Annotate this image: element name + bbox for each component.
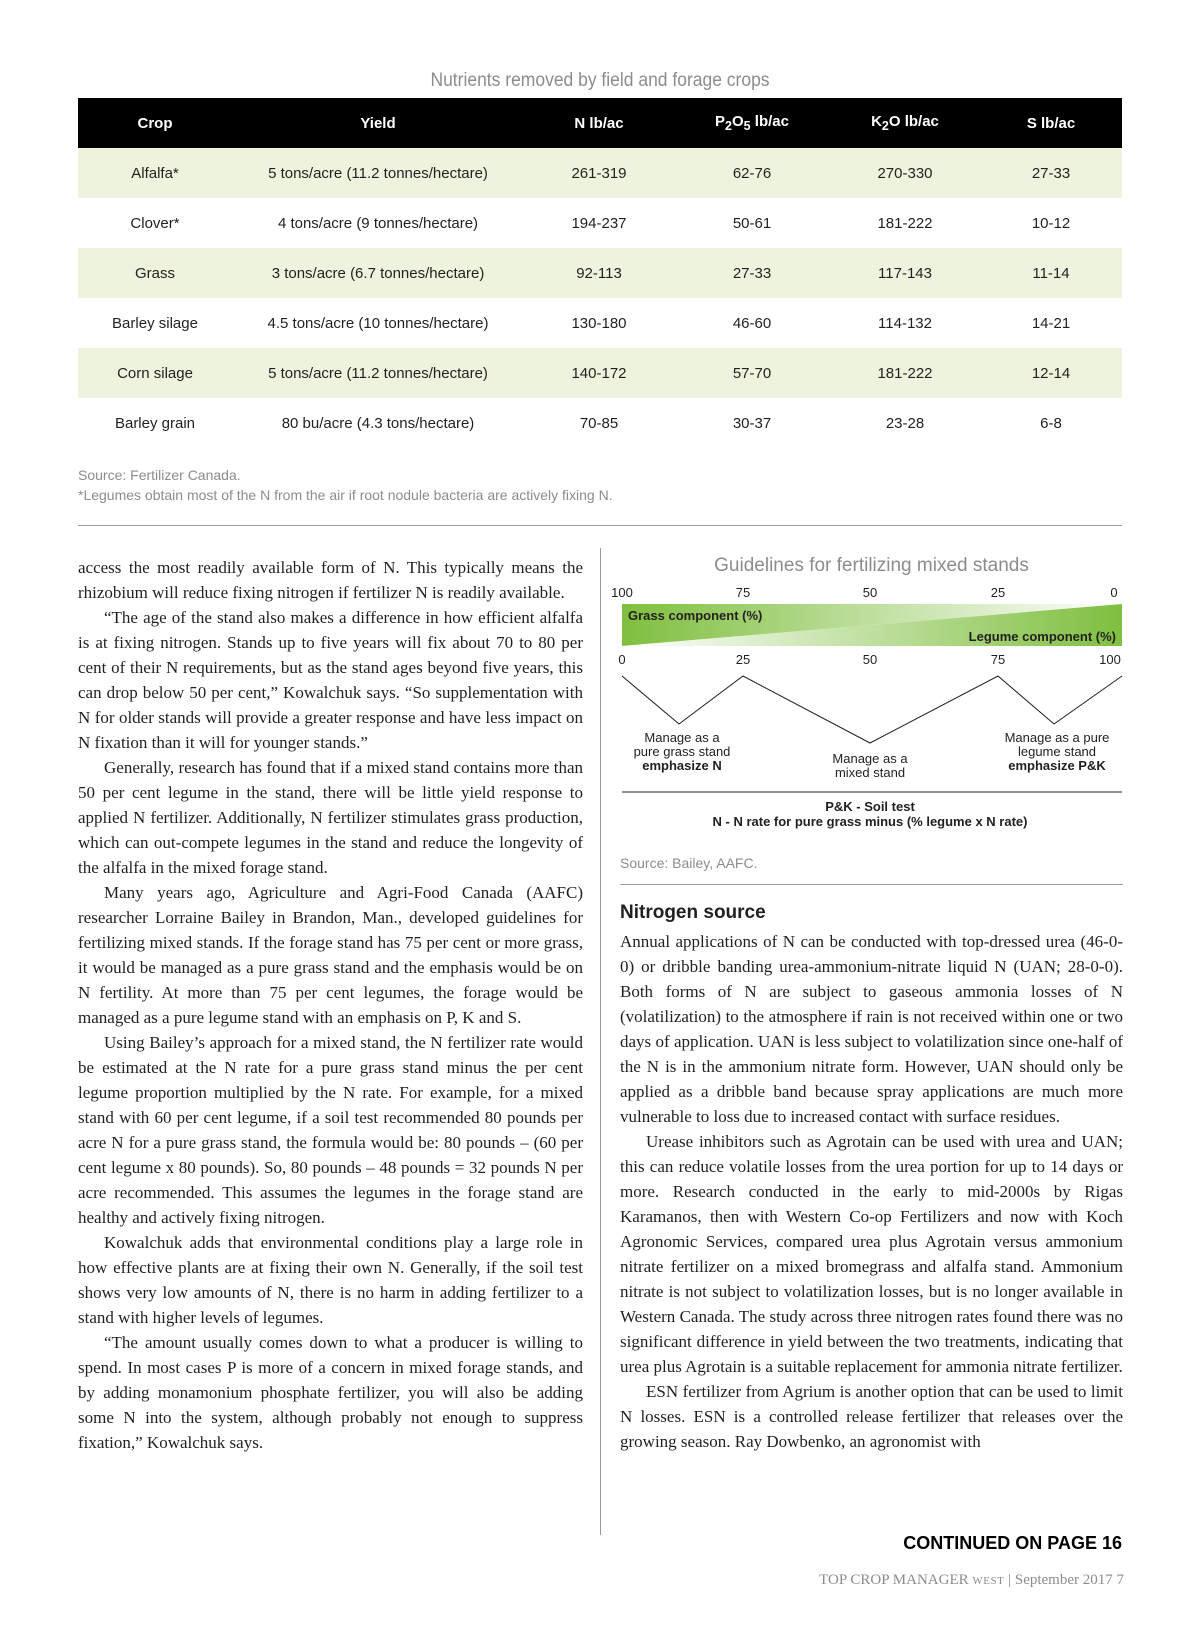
table-header-row [78, 98, 1122, 148]
header-s: S lb/ac [980, 98, 1122, 148]
zone-right-line2: legume stand [1017, 744, 1097, 759]
mixed-stand-diagram [606, 580, 1126, 840]
bottom-scale-75: 75 [990, 652, 1006, 667]
top-scale-25: 25 [990, 585, 1006, 600]
paragraph: Using Bailey’s approach for a mixed stand, the N fertilizer rate would be estimated at the N rate for a pure grass stand minus the per cent legume proportion multiplied by the N rate. For example, for a mixed stand with 60 per cent legume, if a soil test recommended 80 pounds per acre N for a pure grass stand, the formula would be: 80 pounds – (60 per cent legume x 80 pounds). So, 80 pounds – 48 pounds = 32 pounds N per acre recommended. This assumes the legumes in the forage stand are healthy and actively fixing nitrogen. [78, 1033, 583, 1227]
column-divider [600, 548, 601, 1535]
top-scale-100: 100 [611, 585, 633, 600]
cell-k: 181-222 [830, 348, 980, 398]
cell-yield: 4.5 tons/acre (10 tonnes/hectare) [267, 314, 489, 332]
zone-mid-line1: Manage as a [832, 751, 908, 766]
cell-n: 92-113 [524, 248, 674, 298]
header-p2o5: $P_2O_5$ lb/ac [674, 98, 830, 148]
cell-n: 70-85 [579, 414, 619, 432]
table-row [78, 348, 1122, 398]
cell-s: 10-12 [1031, 214, 1071, 232]
bottom-scale-25: 25 [735, 652, 751, 667]
cell-p: 62-76 [674, 148, 830, 198]
divider [78, 525, 1122, 526]
cell-crop: Barley silage [112, 314, 198, 332]
cell-n: 140-172 [524, 348, 674, 398]
cell-yield: 4 tons/acre (9 tonnes/hectare) [277, 214, 479, 232]
paragraph: Annual applications of N can be conducted with top-dressed urea (46-0-0) or dribble banding urea-ammonium-nitrate liquid N (UAN; 28-0-0). Both forms of N are subject to gaseous ammonia losses of N (volatilization) to the atmosphere if rain is not received within one or two days of application. UAN is less subject to volatilization since one-half of the N is in the ammonium nitrate form. However, UAN should only be applied as a dribble band because spray applications are much more vulnerable to loss due to increased contact with surface residues. [620, 932, 1123, 1126]
diagram-title: Guidelines for fertilizing mixed stands [714, 555, 1029, 576]
table-row [78, 148, 1122, 198]
table-row [78, 398, 1122, 448]
paragraph: Generally, research has found that if a mixed stand contains more than 50 per cent legume in the stand, there will be little yield response to applied N fertilizer. Additionally, N fertilizer stimulates grass production, which can out-compete legumes in the stand and reduce the longevity of the alfalfa in the mixed forage stand. [78, 758, 583, 877]
cell-s: 11-14 [980, 248, 1122, 298]
zone-left-line3: emphasize N [642, 758, 722, 773]
right-article-column [620, 929, 1123, 1454]
footer-date: | September 2017 7 [1004, 1572, 1124, 1588]
table-title: Nutrients removed by field and forage crops [430, 70, 770, 91]
formula-n: N - N rate for pure grass minus (% legume x N rate) [712, 814, 1028, 829]
cell-p: 27-33 [674, 248, 830, 298]
paragraph: Urease inhibitors such as Agrotain can be used with urea and UAN; this can reduce volatile losses from the urea portion for up to 14 days or more. Research conducted in the early to mid-2000s by Rigas Karamanos, then with Western Co-op Fertilizers and now with Koch Agronomic Services, compared urea plus Agrotain versus ammonium nitrate fertilizer on a mixed bromegrass and alfalfa stand. Ammonium nitrate is not subject to volatilization losses, but is no longer available in Western Canada. The study across three nitrogen rates found there was no significant difference in yield between the two treatments, indicating that urea plus Agrotain is a suitable replacement for ammonia nitrate fertilizer. [620, 1132, 1123, 1376]
bottom-scale-100: 100 [1099, 652, 1121, 667]
divider [620, 884, 1123, 885]
diagram-source: Source: Bailey, AAFC. [620, 855, 758, 871]
cell-crop: Grass [78, 248, 232, 298]
cell-yield: 3 tons/acre (6.7 tonnes/hectare) [232, 248, 524, 298]
table-row [78, 248, 1122, 298]
cell-s: 27-33 [980, 148, 1122, 198]
cell-k: 117-143 [830, 248, 980, 298]
section-heading: Nitrogen source [620, 902, 766, 923]
cell-s: 12-14 [980, 348, 1122, 398]
cell-crop: Barley grain [114, 414, 196, 432]
cell-k: 23-28 [885, 414, 925, 432]
cell-yield: 5 tons/acre (11.2 tonnes/hectare) [232, 148, 524, 198]
cell-p: 50-61 [732, 214, 772, 232]
table-footnote: *Legumes obtain most of the N from the air if root nodule bacteria are actively fixing N. [78, 487, 613, 503]
header-k2o: $K_2O$ lb/ac [830, 98, 980, 148]
cell-crop: Alfalfa* [78, 148, 232, 198]
nutrients-table [78, 98, 1122, 448]
cell-crop: Clover* [130, 214, 180, 232]
cell-p: 57-70 [674, 348, 830, 398]
zone-left-line2: pure grass stand [633, 744, 731, 759]
footer-magazine: TOP CROP MANAGER [819, 1572, 969, 1588]
table-source: Source: Fertilizer Canada. [78, 467, 241, 483]
paragraph: “The amount usually comes down to what a producer is willing to spend. In most cases P is more of a concern in mixed forage stands, and by adding monamonium phosphate fertilizer, you will also be adding some N into the system, although probably not enough to suppress fixation,” Kowalchuk says. [78, 1333, 583, 1452]
cell-k: 181-222 [877, 214, 933, 232]
zone-right-line1: Manage as a pure [1004, 730, 1110, 745]
paragraph: Many years ago, Agriculture and Agri-Food Canada (AAFC) researcher Lorraine Bailey in Brandon, Man., developed guidelines for fertilizing mixed stands. If the forage stand has 75 per cent or more grass, it would be managed as a pure grass stand and the emphasis would be on N fertility. At more than 75 per cent legumes, the forage would be managed as a pure legume stand with an emphasis on P, K and S. [78, 883, 583, 1027]
cell-k: 270-330 [830, 148, 980, 198]
zone-mid-line2: mixed stand [834, 765, 906, 780]
paragraph: Kowalchuk adds that environmental conditions play a large role in how effective plants are at fixing their own N. Generally, if the soil test shows very low amounts of N, there is no harm in adding fertilizer to a stand with higher levels of legumes. [78, 1233, 583, 1327]
paragraph: “The age of the stand also makes a difference in how efficient alfalfa is at fixing nitrogen. Stands up to five years will fix about 70 to 80 per cent of their N requirements, but as the stand ages beyond five years, this can drop below 50 per cent,” Kowalchuk says. “So supplementation with N for older stands will provide a greater response and have less impact on N fixation than it will for younger stands.” [78, 608, 583, 752]
table-row [78, 298, 1122, 348]
zone-left-line1: Manage as a [644, 730, 720, 745]
legume-component-label: Legume component (%) [968, 629, 1116, 644]
top-scale-75: 75 [735, 585, 751, 600]
cell-yield: 80 bu/acre (4.3 tons/hectare) [281, 414, 475, 432]
header-crop: Crop [78, 98, 232, 148]
continued-link[interactable]: CONTINUED ON PAGE 16 [903, 1533, 1122, 1553]
cell-n: 130-180 [571, 314, 627, 332]
top-scale-0: 0 [1110, 585, 1118, 600]
top-scale-50: 50 [862, 585, 878, 600]
cell-k: 114-132 [878, 314, 932, 332]
bottom-scale-0: 0 [618, 652, 626, 667]
header-yield: Yield [232, 98, 524, 148]
cell-s: 6-8 [1040, 414, 1062, 432]
header-n: N lb/ac [524, 98, 674, 148]
paragraph: access the most readily available form of N. This typically means the rhizobium will reduce fixing nitrogen if fertilizer N is readily available. [78, 558, 583, 602]
page-footer [819, 1572, 1124, 1589]
cell-crop: Corn silage [78, 348, 232, 398]
left-article-column [78, 555, 583, 1455]
footer-edition: WEST [972, 1575, 1005, 1587]
table-row [78, 198, 1122, 248]
cell-n: 194-237 [571, 214, 627, 232]
paragraph: ESN fertilizer from Agrium is another option that can be used to limit N losses. ESN is a controlled release fertilizer that releases over the growing season. Ray Dowbenko, an agronomist with [620, 1382, 1123, 1451]
formula-pk: P&K - Soil test [825, 799, 915, 814]
grass-component-label: Grass component (%) [628, 608, 763, 623]
zone-right-line3: emphasize P&K [1008, 758, 1106, 773]
cell-p: 30-37 [732, 414, 772, 432]
cell-s: 14-21 [1031, 314, 1071, 332]
bottom-scale-50: 50 [862, 652, 878, 667]
cell-n: 261-319 [524, 148, 674, 198]
cell-p: 46-60 [732, 314, 772, 332]
cell-yield: 5 tons/acre (11.2 tonnes/hectare) [232, 348, 524, 398]
